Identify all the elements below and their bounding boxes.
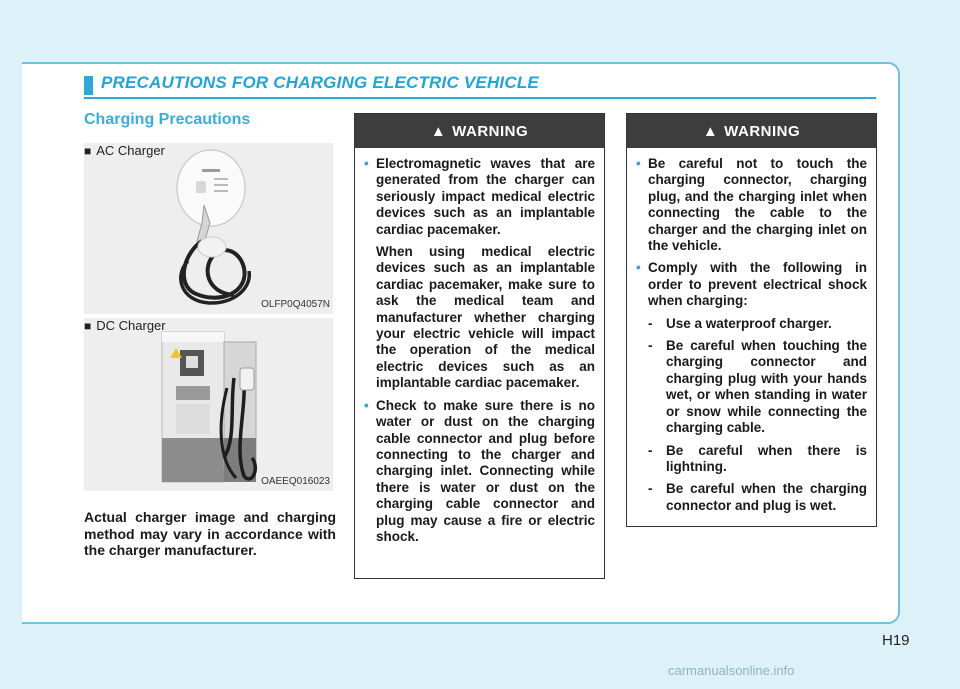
bullet-dot-icon: •: [364, 397, 369, 413]
ac-charger-label: [84, 143, 165, 158]
warning-bullet: [364, 156, 595, 238]
warning-list-item-text: Be careful when the charging connector and plug is wet.: [666, 481, 867, 513]
ac-charger-image-code: OLFP0Q4057N: [261, 299, 330, 310]
bullet-dot-icon: •: [364, 156, 369, 171]
warning-body: [355, 148, 604, 545]
dc-charger-image-code: OAEEQ016023: [261, 476, 330, 487]
section-header: [84, 72, 876, 100]
warning-header: [627, 114, 876, 148]
warning-list-item-text: Be careful when touching the charging connector and charging plug with your hands wet, or when standing in water or snow while connecting the charging cable.: [666, 338, 867, 436]
warning-triangle-icon: ▲: [430, 122, 447, 140]
section-title: PRECAUTIONS FOR CHARGING ELECTRIC VEHICLE: [101, 73, 539, 92]
ac-charger-illustration: [84, 143, 333, 314]
warning-box-electric-shock: [626, 113, 877, 527]
warning-bullet-text: Check to make sure there is no water or dust on the charging cable connector and plug before connecting to the charger and charging inlet. Connecting while there is water or dust on the charging cable connector and plug may cause a fire or electric shock.: [376, 397, 595, 544]
ac-charger-photo: [84, 143, 333, 314]
warning-bullet-text: Comply with the following in order to prevent electrical shock when charging:: [648, 260, 867, 309]
warning-list-item-text: Use a waterproof charger.: [666, 315, 832, 331]
charger-variation-note: Actual charger image and charging method may vary in accordance with the charger manufacturer.: [84, 509, 336, 558]
warning-body: [627, 148, 876, 514]
warning-bullet: [636, 156, 867, 254]
bullet-dot-icon: •: [636, 156, 641, 171]
bullet-dot-icon: •: [636, 260, 641, 276]
warning-heading: WARNING: [724, 122, 801, 140]
dc-charger-label: [84, 318, 166, 333]
warning-bullet: [364, 398, 595, 546]
subsection-title: Charging Precautions: [84, 111, 251, 128]
watermark: carmanualsonline.info: [668, 663, 795, 678]
warning-list-item: - Be careful when there is lightning.: [648, 442, 867, 474]
warning-bullet-text: Electromagnetic waves that are generated from the charger can seriously impact medical electric devices such as an implantable cardiac pacemaker.: [376, 156, 595, 237]
warning-bullet: [636, 260, 867, 309]
section-header-rule: [84, 97, 876, 99]
warning-triangle-icon: ▲: [702, 122, 719, 140]
section-header-bar: [84, 76, 93, 95]
page-number: H19: [882, 632, 910, 649]
dc-charger-photo: [84, 318, 333, 491]
square-bullet-icon: ■: [84, 319, 92, 333]
warning-box-electromagnetic: [354, 113, 605, 579]
dc-charger-label-text: DC Charger: [96, 318, 166, 333]
warning-list-item-text: Be careful when there is lightning.: [666, 442, 867, 474]
warning-bullet-text: Be careful not to touch the charging connector, charging plug, and the charging inlet when connecting the cable to the charger and the charging inlet on the vehicle.: [648, 156, 867, 254]
square-bullet-icon: ■: [84, 144, 92, 158]
warning-header: [355, 114, 604, 148]
warning-list-item: - Be careful when touching the charging connector and charging plug with your hands wet, or when standing in water or snow while connecting the charging cable.: [648, 338, 867, 436]
warning-list-item: - Be careful when the charging connector and plug is wet.: [648, 481, 867, 513]
ac-charger-label-text: AC Charger: [96, 143, 165, 158]
warning-heading: WARNING: [452, 122, 529, 140]
warning-paragraph: When using medical electric devices such as an implantable cardiac pacemaker, make sure to ask the medical team and manufacturer whether charging your electric vehicle will impact the operation of the medical electric devices such as an implantable cardiac pacemaker.: [376, 244, 595, 391]
warning-list-item: - Use a waterproof charger.: [648, 315, 832, 331]
dc-charger-illustration: [84, 318, 333, 491]
